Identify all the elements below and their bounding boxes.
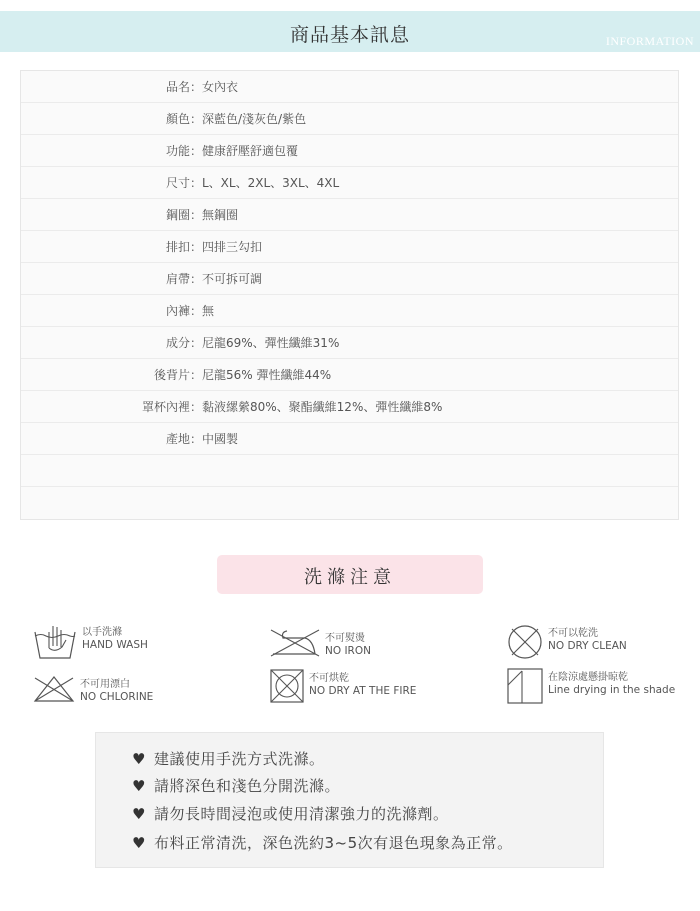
spec-colon: ： bbox=[190, 368, 203, 382]
spec-value: 不可拆可調 bbox=[202, 272, 263, 286]
no-iron-icon bbox=[269, 628, 321, 658]
spec-value: 無 bbox=[202, 304, 215, 318]
care-label-en: Line drying in the shade bbox=[548, 684, 676, 696]
care-text bbox=[82, 626, 148, 652]
spec-label: 排扣 bbox=[165, 240, 190, 254]
spec-label: 鋼圈 bbox=[165, 208, 190, 222]
spec-row bbox=[21, 135, 678, 167]
care-label-zh: 不可以乾洗 bbox=[548, 628, 598, 639]
tip-text: 建議使用手洗方式洗滌。 bbox=[153, 750, 325, 768]
tip-item bbox=[132, 832, 513, 853]
spec-colon: ： bbox=[190, 336, 203, 350]
spec-value: 尼龍69%、彈性纖維31% bbox=[202, 336, 340, 350]
care-label-zh: 在陰涼處懸掛晾乾 bbox=[548, 672, 628, 683]
spec-row bbox=[21, 71, 678, 103]
spec-value: 中國製 bbox=[202, 432, 239, 446]
spec-value: 深藍色/淺灰色/紫色 bbox=[202, 112, 307, 126]
spec-row bbox=[21, 103, 678, 135]
tip-text: 請勿長時間浸泡或使用清潔強力的洗滌劑。 bbox=[153, 805, 449, 823]
spec-value: 黏液縲縈80%、聚酯纖維12%、彈性纖維8% bbox=[202, 400, 443, 414]
care-text bbox=[548, 671, 675, 697]
spec-row bbox=[21, 263, 678, 295]
care-label-en: NO DRY CLEAN bbox=[548, 640, 627, 652]
tip-item bbox=[132, 748, 324, 769]
care-label-en: NO DRY AT THE FIRE bbox=[309, 685, 417, 697]
spec-label: 後背片 bbox=[153, 368, 190, 382]
spec-label: 功能 bbox=[165, 144, 190, 158]
spec-row bbox=[21, 423, 678, 455]
heart-icon: ♥ bbox=[132, 833, 146, 852]
tip-item bbox=[132, 775, 340, 796]
hand-wash-icon bbox=[32, 622, 78, 660]
spec-label: 肩帶 bbox=[165, 272, 190, 286]
care-hand-wash bbox=[32, 622, 148, 660]
spec-colon: ： bbox=[190, 432, 203, 446]
spec-colon: ： bbox=[190, 272, 203, 286]
spec-row bbox=[21, 359, 678, 391]
heart-icon: ♥ bbox=[132, 804, 146, 823]
spec-value: L、XL、2XL、3XL、4XL bbox=[202, 176, 340, 190]
tip-text: 請將深色和淺色分開洗滌。 bbox=[153, 777, 340, 795]
heart-icon: ♥ bbox=[132, 749, 146, 768]
spec-colon: ： bbox=[190, 400, 203, 414]
care-label-en: NO IRON bbox=[325, 645, 371, 657]
spec-table bbox=[20, 70, 679, 520]
spec-value: 女內衣 bbox=[202, 80, 239, 94]
spec-colon: ： bbox=[190, 112, 203, 126]
spec-row bbox=[21, 231, 678, 263]
care-text bbox=[80, 678, 153, 704]
care-label-zh: 不可熨燙 bbox=[325, 633, 365, 644]
spec-label: 尺寸 bbox=[165, 176, 190, 190]
no-dry-clean-icon bbox=[506, 623, 544, 661]
spec-colon: ： bbox=[190, 240, 203, 254]
care-label-en: HAND WASH bbox=[82, 639, 148, 651]
spec-label: 顏色 bbox=[165, 112, 190, 126]
spec-row bbox=[21, 295, 678, 327]
spec-label: 成分 bbox=[165, 336, 190, 350]
care-text bbox=[309, 672, 416, 698]
spec-colon: ： bbox=[190, 80, 203, 94]
no-chlorine-icon bbox=[32, 674, 76, 704]
section-title-wash: 洗滌注意 bbox=[304, 567, 396, 588]
section-subtitle-en: INFORMATION bbox=[605, 34, 694, 48]
line-dry-shade-icon bbox=[506, 667, 544, 705]
care-line-dry-shade bbox=[506, 667, 675, 705]
spec-colon: ： bbox=[190, 208, 203, 222]
spec-value: 健康舒壓舒適包覆 bbox=[202, 144, 299, 158]
spec-label: 品名 bbox=[165, 80, 190, 94]
spec-label: 產地 bbox=[165, 432, 190, 446]
care-label-zh: 不可用漂白 bbox=[80, 679, 130, 690]
care-no-dry-clean bbox=[506, 623, 627, 661]
spec-colon: ： bbox=[190, 144, 203, 158]
care-label-zh: 以手洗滌 bbox=[82, 627, 122, 638]
spec-row-empty bbox=[21, 487, 678, 519]
heart-icon: ♥ bbox=[132, 776, 146, 795]
tip-item bbox=[132, 803, 448, 824]
spec-value: 尼龍56% 彈性纖維44% bbox=[202, 368, 332, 382]
care-text bbox=[325, 632, 371, 658]
section-title-info: 商品基本訊息 bbox=[289, 24, 410, 46]
spec-colon: ： bbox=[190, 176, 203, 190]
spec-value: 無鋼圈 bbox=[202, 208, 239, 222]
no-tumble-dry-icon bbox=[269, 668, 305, 704]
spec-row-empty bbox=[21, 455, 678, 487]
care-no-tumble-dry bbox=[269, 668, 416, 704]
spec-row bbox=[21, 391, 678, 423]
care-no-chlorine bbox=[32, 674, 153, 704]
spec-row bbox=[21, 199, 678, 231]
spec-label: 罩杯內裡 bbox=[141, 400, 190, 414]
spec-colon: ： bbox=[190, 304, 203, 318]
tip-text: 布料正常清洗，深色洗約3~5次有退色現象為正常。 bbox=[153, 834, 513, 852]
care-text bbox=[548, 627, 627, 653]
spec-row bbox=[21, 167, 678, 199]
care-label-zh: 不可烘乾 bbox=[309, 673, 349, 684]
spec-row bbox=[21, 327, 678, 359]
spec-value: 四排三勾扣 bbox=[202, 240, 263, 254]
spec-label: 內褲 bbox=[165, 304, 190, 318]
care-no-iron bbox=[269, 628, 371, 658]
care-label-en: NO CHLORINE bbox=[80, 691, 154, 703]
